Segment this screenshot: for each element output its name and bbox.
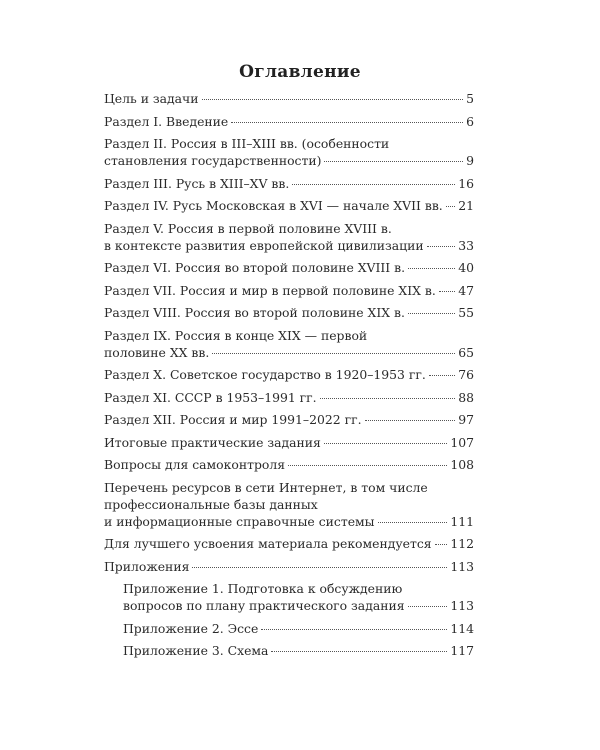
toc-entry-title: в контексте развития европейской цивилизации <box>104 237 424 253</box>
toc-entry-page-number: 65 <box>458 344 474 360</box>
page-title: Оглавление <box>239 62 361 82</box>
toc-entry <box>104 327 474 361</box>
toc-entry-leader-line <box>104 175 474 192</box>
toc-entry <box>104 197 474 214</box>
toc-entry <box>104 113 474 130</box>
toc-entry-page-number: 6 <box>466 113 474 129</box>
toc-entry-leader-line <box>104 304 474 321</box>
dot-leader <box>408 268 455 269</box>
toc-entry <box>104 259 474 276</box>
toc-entry-page-number: 40 <box>458 260 474 275</box>
dot-leader <box>231 122 463 123</box>
toc-entry-title: Приложение 3. Схема <box>123 643 269 658</box>
toc-entry <box>104 220 474 254</box>
toc-entry <box>104 411 474 428</box>
toc-entry-leader-line <box>104 411 474 428</box>
toc-entry-leader-line <box>123 597 474 614</box>
toc-entry <box>104 282 474 299</box>
toc-entry-page-number: 114 <box>450 620 474 636</box>
dot-leader <box>429 375 455 376</box>
toc-entry-page-number: 111 <box>450 513 474 529</box>
dot-leader <box>320 398 456 399</box>
dot-leader <box>446 206 455 207</box>
toc-entry-title: Итоговые практические задания <box>104 434 321 450</box>
toc-entry-leader-line <box>104 344 474 361</box>
toc-entry-page-number: 55 <box>458 305 474 320</box>
toc-entry-leader-line <box>104 456 474 473</box>
toc-entry-title: и информационные справочные системы <box>104 513 375 529</box>
toc-entry-title: Раздел I. Введение <box>104 113 229 129</box>
dot-leader <box>271 651 447 652</box>
dot-leader <box>292 184 455 185</box>
toc-entry-title: Раздел III. Русь в XIII–XV вв. <box>104 175 290 191</box>
dot-leader <box>408 313 455 314</box>
toc-entry-title-line: Приложение 1. Подготовка к обсуждению <box>123 581 403 596</box>
toc-entry-page-number: 16 <box>458 175 474 191</box>
toc-entry-page-number: 9 <box>466 153 474 168</box>
toc-entry-page-number: 21 <box>458 198 474 213</box>
toc-entry-leader-line <box>104 535 474 552</box>
toc-entry-title: Вопросы для самоконтроля <box>104 457 286 472</box>
toc-entry <box>123 642 474 659</box>
dot-leader <box>324 161 463 162</box>
toc-entry <box>104 135 474 169</box>
toc-entry-leader-line <box>104 389 474 406</box>
toc-entry-title: Раздел VI. Россия во второй половине XVIII в. <box>104 260 406 275</box>
toc-entry-page-number: 113 <box>450 558 474 574</box>
dot-leader <box>378 522 448 523</box>
toc-entry-page-number: 113 <box>450 598 474 613</box>
toc-entry <box>104 366 474 383</box>
toc-entry-page-number: 47 <box>458 282 474 298</box>
toc-entry <box>104 558 474 575</box>
toc-entry-title: Раздел X. Советское государство в 1920–1953 гг. <box>104 367 426 382</box>
toc-entry-leader-line <box>104 113 474 130</box>
toc-entry-title-line: Перечень ресурсов в сети Интернет, в том числе <box>104 479 428 495</box>
toc-entry-title: Раздел VII. Россия и мир в первой половине XIX в. <box>104 282 436 298</box>
toc-entry-page-number: 88 <box>458 389 474 405</box>
dot-leader <box>427 246 456 247</box>
toc-entry <box>104 90 474 107</box>
toc-entry-title: Раздел XII. Россия и мир 1991–2022 гг. <box>104 412 362 427</box>
dot-leader <box>212 353 455 354</box>
toc-entry-leader-line <box>104 152 474 169</box>
toc-entry-leader-line <box>104 434 474 451</box>
toc-entry-page-number: 112 <box>450 536 474 551</box>
toc-entry-leader-line <box>104 366 474 383</box>
dot-leader <box>365 420 456 421</box>
toc-entry-leader-line <box>123 642 474 659</box>
toc-entry-title: вопросов по плану практического задания <box>123 598 405 613</box>
toc-entry-title: Приложения <box>104 558 190 574</box>
dot-leader <box>261 629 447 630</box>
toc-entry <box>104 535 474 552</box>
toc-entry-page-number: 97 <box>458 412 474 427</box>
toc-entry-title: Раздел XI. СССР в 1953–1991 гг. <box>104 389 317 405</box>
dot-leader <box>435 544 448 545</box>
toc-entry-leader-line <box>104 282 474 299</box>
dot-leader <box>439 291 455 292</box>
toc-entry <box>104 304 474 321</box>
toc-entry-title: становления государственности) <box>104 153 322 168</box>
toc-entry-title-line: профессиональные базы данных <box>104 496 318 512</box>
toc-entry-page-number: 107 <box>450 434 474 450</box>
toc-entry <box>104 434 474 451</box>
toc-entry-page-number: 33 <box>458 237 474 253</box>
toc-entry-leader-line <box>104 90 474 107</box>
toc-entry <box>123 580 474 614</box>
toc-entry-title-line: Раздел V. Россия в первой половине XVIII в. <box>104 220 392 236</box>
dot-leader <box>202 99 464 100</box>
toc-entry-leader-line <box>104 197 474 214</box>
toc-entry-leader-line <box>104 237 474 254</box>
dot-leader <box>324 443 447 444</box>
toc-entry-title: половине XX вв. <box>104 344 210 360</box>
dot-leader <box>192 567 447 568</box>
dot-leader <box>408 606 448 607</box>
toc-entry-title: Раздел VIII. Россия во второй половине XIX в. <box>104 305 405 320</box>
toc-entry-title: Для лучшего усвоения материала рекомендуется <box>104 536 432 551</box>
toc-entry-title: Цель и задачи <box>104 91 199 106</box>
toc-entry-leader-line <box>104 513 474 530</box>
toc-entry-page-number: 117 <box>450 643 474 658</box>
toc-entry-title-line: Раздел IX. Россия в конце XIX — первой <box>104 327 368 343</box>
toc-entry-title-line: Раздел II. Россия в III–XIII вв. (особенности <box>104 136 390 151</box>
table-of-contents <box>104 90 474 665</box>
toc-entry <box>104 456 474 473</box>
toc-entry-title: Раздел IV. Русь Московская в XVI — начале XVII вв. <box>104 198 443 213</box>
toc-entry-page-number: 5 <box>466 91 474 106</box>
dot-leader <box>288 465 447 466</box>
toc-entry-leader-line <box>104 259 474 276</box>
toc-entry <box>104 175 474 192</box>
toc-entry-page-number: 76 <box>458 367 474 382</box>
toc-entry-title: Приложение 2. Эссе <box>123 620 259 636</box>
toc-entry <box>104 479 474 530</box>
toc-entry-leader-line <box>104 558 474 575</box>
toc-entry-leader-line <box>123 620 474 637</box>
toc-entry-page-number: 108 <box>450 457 474 472</box>
toc-entry <box>123 620 474 637</box>
toc-entry <box>104 389 474 406</box>
